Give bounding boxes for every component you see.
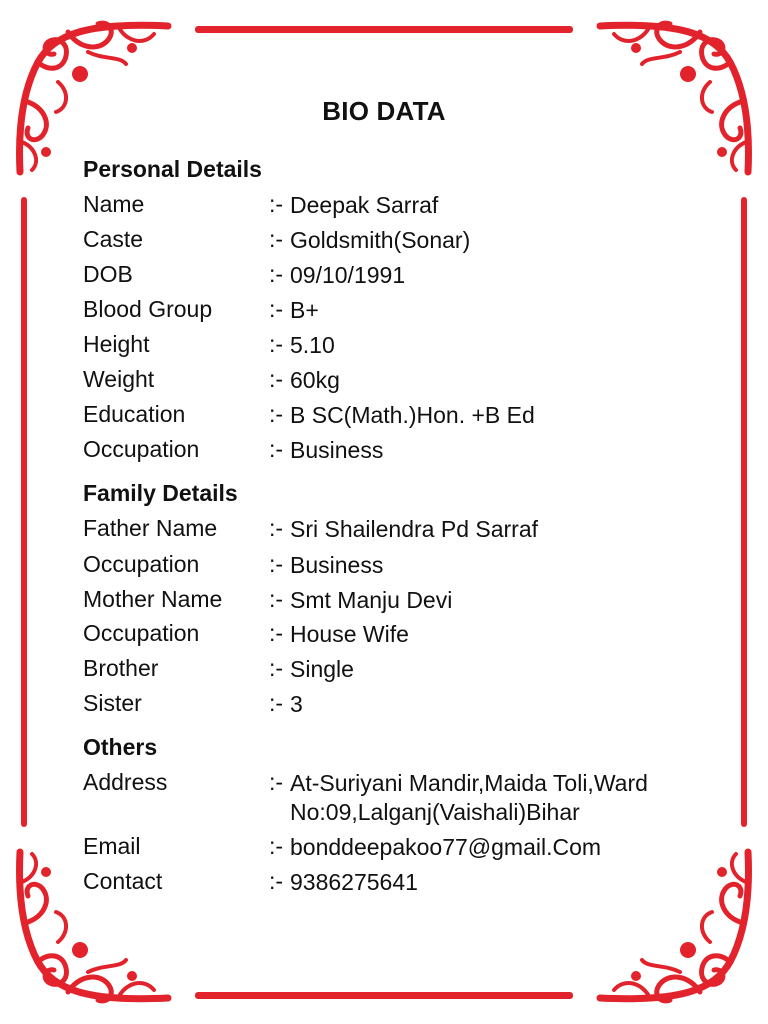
section-heading-personal: Personal Details (83, 156, 262, 182)
field-separator: :- (269, 620, 284, 646)
field-row (83, 833, 723, 867)
field-value: Goldsmith(Sonar) (290, 227, 471, 253)
field-label: Occupation (83, 620, 200, 646)
field-row (83, 331, 723, 365)
section-heading-family: Family Details (83, 480, 238, 506)
field-value: Sri Shailendra Pd Sarraf (290, 516, 539, 542)
field-value: 9386275641 (290, 869, 418, 895)
field-label: Weight (83, 366, 155, 392)
field-value: Business (290, 437, 384, 463)
field-label: Email (83, 833, 141, 859)
field-label: Contact (83, 868, 163, 894)
field-row (83, 226, 723, 260)
frame-right-bar (741, 197, 747, 827)
field-label: Caste (83, 226, 144, 252)
field-row (83, 366, 723, 400)
field-separator: :- (269, 551, 284, 577)
field-row (83, 191, 723, 225)
field-row (83, 769, 723, 831)
field-value: House Wife (290, 621, 409, 647)
field-separator: :- (269, 515, 284, 541)
field-separator: :- (269, 436, 284, 462)
field-separator: :- (269, 655, 284, 681)
field-value: Single (290, 656, 354, 682)
field-separator: :- (269, 191, 284, 217)
frame-bottom-bar (195, 992, 573, 999)
field-value: 09/10/1991 (290, 262, 406, 288)
field-label: Blood Group (83, 296, 213, 322)
document-title: BIO DATA (322, 96, 446, 126)
field-label: Brother (83, 655, 159, 681)
field-separator: :- (269, 868, 284, 894)
field-row (83, 551, 723, 585)
field-row (83, 401, 723, 435)
field-label: Occupation (83, 551, 200, 577)
field-separator: :- (269, 690, 284, 716)
field-separator: :- (269, 401, 284, 427)
field-separator: :- (269, 366, 284, 392)
field-row (83, 296, 723, 330)
field-label: Mother Name (83, 586, 223, 612)
field-label: DOB (83, 261, 133, 287)
field-separator: :- (269, 586, 284, 612)
field-value: B SC(Math.)Hon. +B Ed (290, 402, 535, 428)
field-row (83, 515, 723, 549)
field-row (83, 261, 723, 295)
field-label: Occupation (83, 436, 200, 462)
field-label: Height (83, 331, 150, 357)
frame-left-bar (21, 197, 27, 827)
field-separator: :- (269, 226, 284, 252)
field-row (83, 436, 723, 470)
section-heading-others: Others (83, 734, 158, 760)
field-value: Smt Manju Devi (290, 587, 453, 613)
field-value: B+ (290, 297, 319, 323)
field-label: Education (83, 401, 186, 427)
field-value: 60kg (290, 367, 340, 393)
field-value: At-Suriyani Mandir,Maida Toli,Ward No:09,Lalganj(Vaishali)Bihar (290, 770, 648, 825)
field-row (83, 620, 723, 654)
field-label: Address (83, 769, 168, 795)
field-label: Name (83, 191, 145, 217)
field-separator: :- (269, 296, 284, 322)
field-row (83, 690, 723, 724)
field-value: Business (290, 552, 384, 578)
field-separator: :- (269, 261, 284, 287)
field-separator: :- (269, 331, 284, 357)
field-row (83, 586, 723, 620)
field-separator: :- (269, 769, 284, 795)
frame-top-bar (195, 26, 573, 33)
field-row (83, 868, 723, 902)
field-value: 3 (290, 691, 303, 717)
field-label: Father Name (83, 515, 218, 541)
field-separator: :- (269, 833, 284, 859)
field-label: Sister (83, 690, 142, 716)
field-value: Deepak Sarraf (290, 192, 439, 218)
field-row (83, 655, 723, 689)
field-value: bonddeepakoo77@gmail.Com (290, 834, 602, 860)
field-value: 5.10 (290, 332, 335, 358)
